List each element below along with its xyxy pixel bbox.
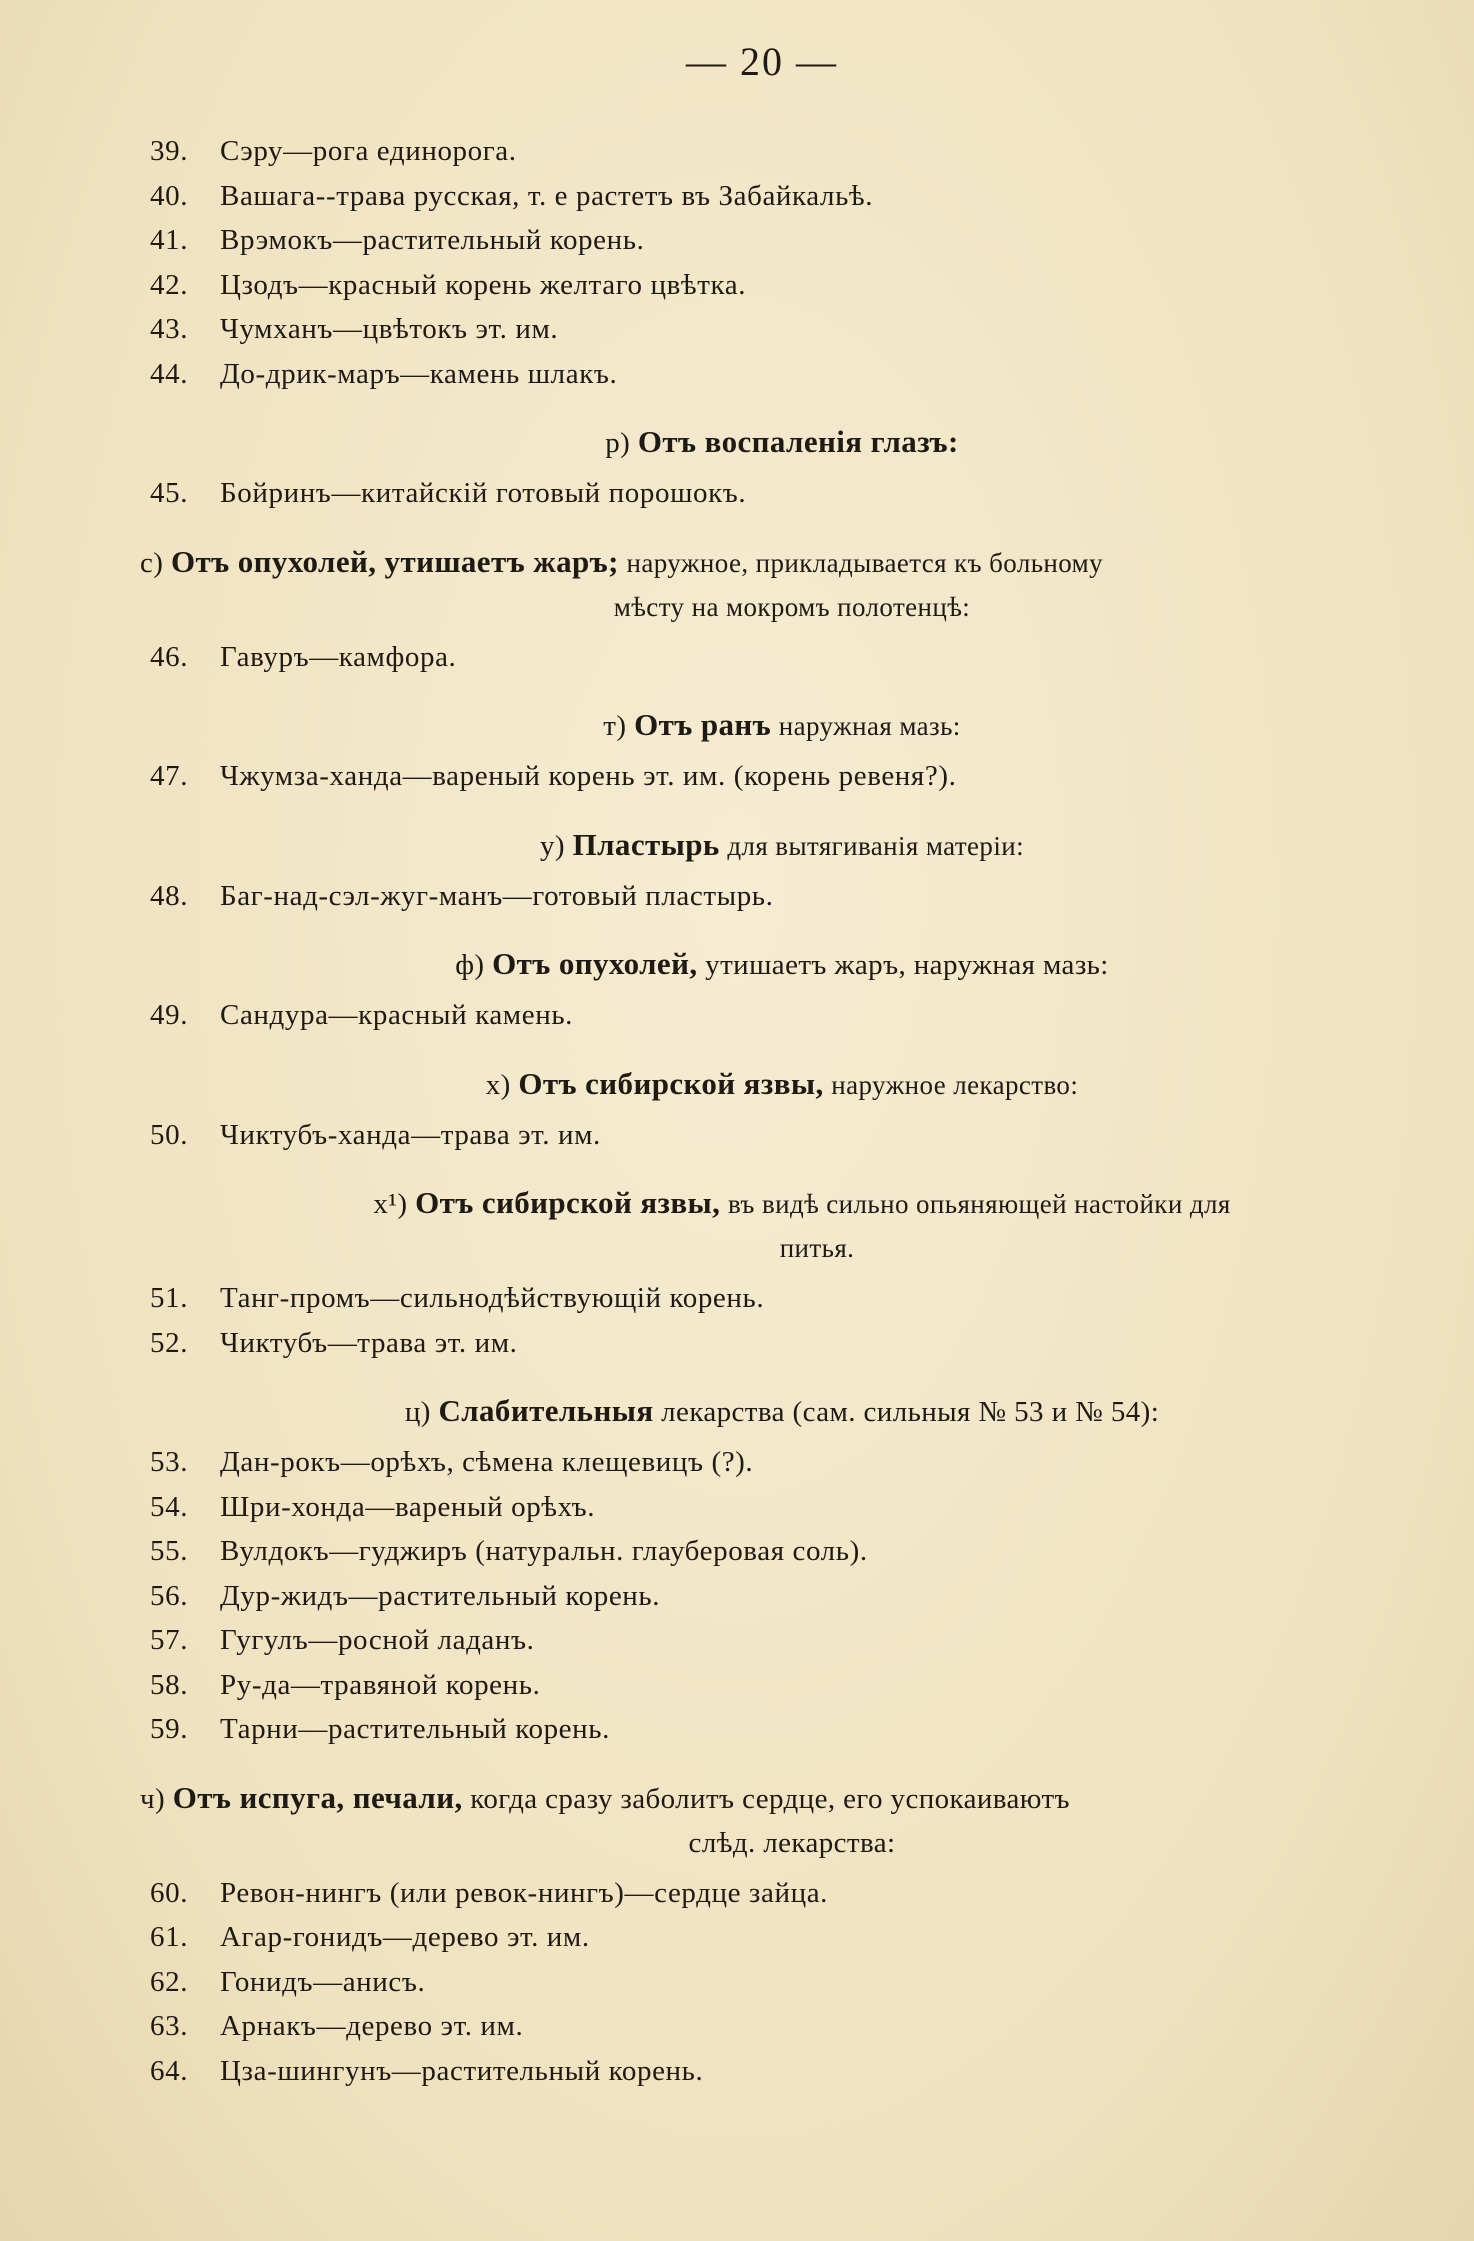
section-letter: т)	[603, 710, 627, 742]
section-note: для вытягиванія матеріи:	[727, 830, 1024, 861]
item-text: До-дрик-маръ—камень шлакъ.	[220, 357, 618, 390]
item-text: Ру-да—травяной корень.	[220, 1668, 541, 1701]
section-note: въ видѣ сильно опьяняющей настойки для	[727, 1189, 1231, 1219]
item-text: Баг-над-сэл-жуг-манъ—готовый пластырь.	[220, 879, 774, 912]
section-heading	[150, 942, 1414, 987]
item-text: Тарни—растительный корень.	[220, 1713, 610, 1745]
list-item	[150, 218, 1414, 263]
item-text: Вашага--трава русская, т. е растетъ въ Забайкальѣ.	[220, 179, 874, 212]
list-item	[150, 874, 1414, 919]
section-title: Отъ сибирской язвы,	[415, 1185, 721, 1220]
remedy-group	[150, 703, 1414, 799]
item-number: 60.	[150, 1876, 189, 1909]
item-number: 63.	[150, 2010, 189, 2042]
item-text: Бойринъ—китайскій готовый порошокъ.	[220, 477, 747, 509]
remedy-group	[150, 942, 1414, 1038]
section-title: Пластырь	[572, 826, 720, 862]
item-number: 49.	[150, 999, 189, 1031]
list-item	[150, 993, 1414, 1038]
item-number: 51.	[150, 1282, 189, 1314]
list-item	[150, 1485, 1414, 1530]
list-item	[150, 1915, 1414, 1960]
section-letter: р)	[605, 427, 631, 459]
item-number: 57.	[150, 1624, 189, 1656]
section-note: наружная мазь:	[778, 711, 961, 741]
section-heading	[150, 420, 1414, 465]
remedy-group	[150, 1062, 1414, 1158]
item-number: 54.	[150, 1490, 189, 1523]
item-number: 40.	[150, 179, 189, 212]
item-text: Арнакъ—дерево эт. им.	[220, 2010, 524, 2042]
item-number: 55.	[150, 1535, 189, 1567]
list-item	[150, 2004, 1414, 2049]
item-number: 64.	[150, 2054, 189, 2087]
item-text: Чжумза-ханда—вареный корень эт. им. (корень ревеня?).	[220, 760, 957, 792]
item-number: 53.	[150, 1446, 189, 1478]
list-item	[150, 1960, 1414, 2005]
list-item	[150, 1618, 1414, 1663]
section-note-continuation: слѣд. лекарства:	[688, 1826, 896, 1859]
page-number: — 20 —	[686, 39, 838, 84]
item-number: 56.	[150, 1579, 189, 1612]
section-title: Отъ воспаленія глазъ:	[637, 424, 959, 459]
remedy-group	[150, 1181, 1414, 1365]
item-text: Чиктубъ-ханда—трава эт. им.	[220, 1118, 601, 1151]
list-item	[150, 635, 1414, 680]
item-number: 52.	[150, 1326, 189, 1359]
item-text: Сандура—красный камень.	[220, 999, 574, 1031]
item-number: 43.	[150, 313, 189, 345]
section-letter: ч)	[140, 1782, 166, 1815]
item-number: 50.	[150, 1118, 189, 1151]
list-item	[150, 1529, 1414, 1574]
section-note-continuation: питья.	[779, 1233, 855, 1263]
item-text: Цза-шингунъ—растительный корень.	[220, 2054, 704, 2087]
list-item	[150, 1707, 1414, 1752]
item-number: 58.	[150, 1668, 189, 1701]
list-item	[150, 471, 1414, 516]
section-title: Отъ опухолей,	[492, 946, 698, 981]
section-letter: х)	[485, 1068, 511, 1101]
item-text: Врэмокъ—растительный корень.	[220, 224, 645, 256]
remedy-group	[150, 823, 1414, 919]
section-heading	[150, 823, 1414, 868]
item-number: 62.	[150, 1965, 189, 1998]
item-text: Вулдокъ—гуджиръ (натуральн. глауберовая соль).	[220, 1535, 868, 1567]
item-number: 44.	[150, 357, 189, 390]
list-item	[150, 352, 1414, 397]
list-item	[150, 174, 1414, 219]
item-text: Гугулъ—росной ладанъ.	[220, 1624, 535, 1656]
item-text: Агар-гонидъ—дерево эт. им.	[220, 1921, 590, 1953]
section-title: Отъ сибирской язвы,	[518, 1065, 824, 1101]
item-text: Дан-рокъ—орѣхъ, сѣмена клещевицъ (?).	[220, 1446, 754, 1478]
item-number: 39.	[150, 135, 189, 167]
item-text: Шри-хонда—вареный орѣхъ.	[220, 1490, 596, 1523]
item-text: Ревон-нингъ (или ревок-нингъ)—сердце зайца.	[220, 1876, 829, 1909]
list-item	[150, 1321, 1414, 1366]
item-number: 61.	[150, 1921, 189, 1953]
item-number: 59.	[150, 1713, 189, 1745]
item-text: Сэру—рога единорога.	[220, 135, 517, 167]
section-heading	[190, 1181, 1414, 1270]
item-number: 47.	[150, 760, 189, 792]
section-note: утишаетъ жаръ, наружная мазь:	[705, 949, 1109, 981]
section-heading	[150, 1062, 1414, 1107]
list-item	[150, 1440, 1414, 1485]
section-letter: ц)	[404, 1396, 431, 1428]
list-item	[150, 1871, 1414, 1916]
section-letter: х¹)	[373, 1188, 408, 1220]
section-letter: ф)	[455, 949, 485, 981]
item-number: 46.	[150, 640, 189, 673]
list-item	[150, 2049, 1414, 2094]
section-heading	[150, 1389, 1414, 1434]
list-item	[150, 1276, 1414, 1321]
section-note: наружное лекарство:	[831, 1069, 1079, 1100]
item-number: 41.	[150, 224, 189, 256]
section-note: наружное, прикладывается къ больному	[626, 547, 1104, 578]
remedy-group	[150, 129, 1414, 396]
item-number: 48.	[150, 879, 189, 912]
remedy-group	[150, 1389, 1414, 1752]
section-letter: с)	[140, 546, 164, 579]
section-heading	[140, 540, 1414, 629]
list-item	[150, 1113, 1414, 1158]
remedy-group	[140, 1776, 1414, 2094]
item-text: Цзодъ—красный корень желтаго цвѣтка.	[220, 268, 747, 301]
item-text: Чиктубъ—трава эт. им.	[220, 1326, 518, 1359]
remedy-group	[150, 420, 1414, 516]
item-text: Танг-промъ—сильнодѣйствующій корень.	[220, 1282, 765, 1314]
item-text: Дур-жидъ—растительный корень.	[220, 1579, 661, 1612]
section-note: лекарства (сам. сильныя № 53 и № 54):	[661, 1396, 1160, 1428]
section-title: Отъ испуга, печали,	[172, 1779, 463, 1815]
list-item	[150, 307, 1414, 352]
section-heading	[140, 1776, 1414, 1865]
section-title: Отъ ранъ	[634, 707, 772, 742]
section-note-continuation: мѣсту на мокромъ полотенцѣ:	[613, 591, 971, 622]
remedy-group	[140, 540, 1414, 680]
section-note: когда сразу заболитъ сердце, его успокаиваютъ	[470, 1782, 1070, 1815]
item-text: Гавуръ—камфора.	[220, 640, 457, 673]
section-title: Отъ опухолей, утишаетъ жаръ;	[171, 543, 619, 579]
list-item	[150, 1574, 1414, 1619]
section-title: Слабительныя	[438, 1393, 654, 1428]
item-number: 42.	[150, 268, 189, 301]
list-item	[150, 754, 1414, 799]
section-letter: у)	[540, 829, 565, 862]
section-heading	[150, 703, 1414, 748]
list-item	[150, 263, 1414, 308]
list-item	[150, 1663, 1414, 1708]
item-text: Гонидъ—анисъ.	[220, 1965, 426, 1998]
list-item	[150, 129, 1414, 174]
item-text: Чумханъ—цвѣтокъ эт. им.	[220, 313, 559, 345]
item-number: 45.	[150, 477, 189, 509]
